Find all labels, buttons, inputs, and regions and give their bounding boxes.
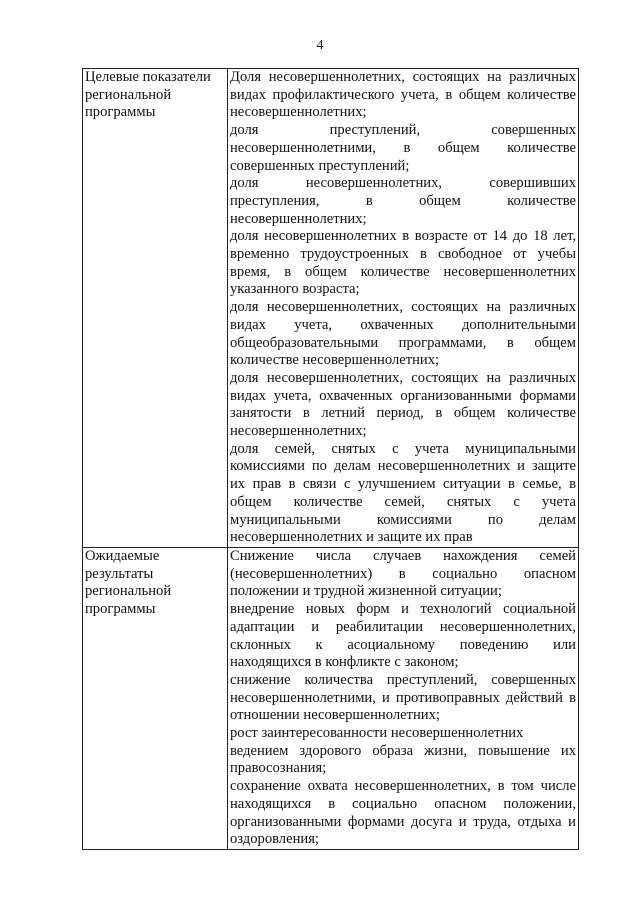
row-label-line: программы [85, 601, 156, 618]
table-row-expected-results [83, 547, 579, 849]
row-label-line: программы [85, 104, 156, 121]
indicator-item: Доля несовершеннолетних, состоящих на различных видах профилактического учета, в общем количестве несовершеннолетних; [230, 69, 576, 121]
row-label [83, 69, 228, 548]
result-item: сохранение охвата несовершеннолетних, в том числе находящихся в социально опасном положении, организованными формами досуга и труда, отдыха и оздоровления; [230, 778, 576, 848]
row-label-line: Ожидаемые [85, 547, 160, 564]
row-label-line: региональной [85, 583, 172, 600]
indicator-item: доля преступлений, совершенных несовершеннолетними, в общем количестве совершенных преступлений; [230, 122, 576, 174]
page-number: 4 [316, 38, 324, 53]
indicator-item: доля несовершеннолетних, состоящих на различных видах учета, охваченных организованными формами занятости в летний период, в общем количестве несовершеннолетних; [230, 369, 576, 440]
program-passport-table [82, 68, 579, 850]
row-label-line: региональной [85, 86, 172, 103]
row-content [228, 69, 579, 548]
indicator-item: доля несовершеннолетних, состоящих на различных видах учета, охваченных дополнительными общеобразовательными программами, в общем количестве несовершеннолетних; [230, 299, 576, 369]
row-label-line: результаты [85, 565, 154, 582]
result-item: ведением здорового образа жизни, повышение их правосознания; [230, 742, 576, 777]
indicator-item: доля семей, снятых с учета муниципальными комиссиями по делам несовершеннолетних и защите их прав в связи с улучшением ситуации в семье, в общем количестве семей, снятых с учета муниципальными комиссиями по делам несовершеннолетних и защите их прав [230, 440, 576, 546]
table-row-target-indicators [83, 69, 579, 548]
row-label-line: Целевые показатели [85, 69, 211, 85]
row-content [228, 547, 579, 849]
result-item: снижение количества преступлений, совершенных несовершеннолетними, и противоправных действий в отношении несовершеннолетних; [230, 671, 576, 724]
result-item: рост заинтересованности несовершеннолетних [230, 725, 524, 742]
indicator-item: доля несовершеннолетних в возрасте от 14 до 18 лет, временно трудоустроенных в свободное от учебы время, в общем количестве несовершеннолетних указанного возраста; [230, 228, 576, 298]
result-item: Снижение числа случаев нахождения семей (несовершеннолетних) в социально опасном положении и трудной жизненной ситуации; [230, 547, 576, 600]
row-label [83, 547, 228, 849]
indicator-item: доля несовершеннолетних, совершивших преступления, в общем количестве несовершеннолетних; [230, 175, 576, 227]
result-item: внедрение новых форм и технологий социальной адаптации и реабилитации несовершеннолетних, склонных к асоциальному поведению или находящихся в конфликте с законом; [230, 601, 576, 671]
